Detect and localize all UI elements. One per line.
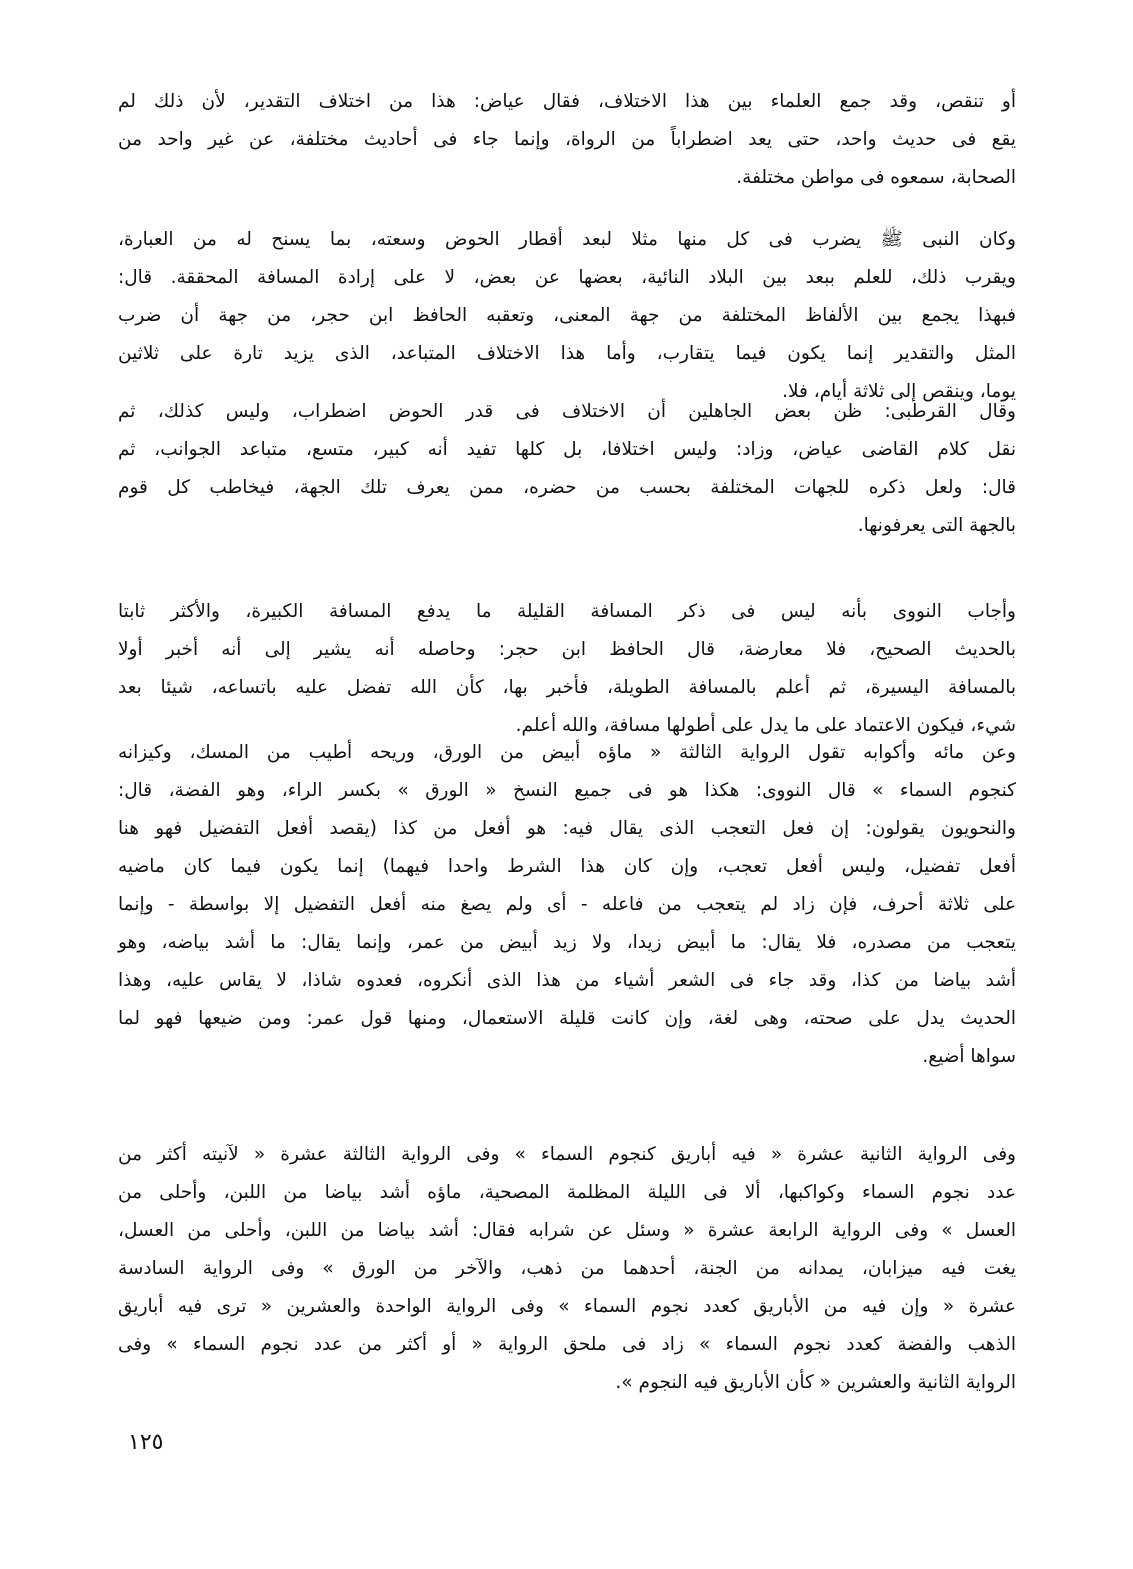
text-line: والنحويون يقولون: إن فعل التعجب الذى يقال فيه: هو أفعل من كذا (يقصد أفعل التفضيل فهو هنا: [118, 818, 1016, 839]
text-line: على ثلاثة أحرف، فإن زاد لم يتعجب من فاعله - أى ولم يصغ منه أفعل التفضيل إلا بواسطة - وإنما: [118, 894, 1016, 915]
text-line: شيء، فيكون الاعتماد على ما يدل على أطولها مسافة، والله أعلم.: [515, 715, 1016, 736]
paragraph: [118, 1136, 1016, 1402]
text-line: الصحابة، سمعوه فى مواطن مختلفة.: [736, 167, 1016, 188]
text-line: ويقرب ذلك، للعلم ببعد بين البلاد النائية، بعضها عن بعض، لا على إرادة المسافة المحققة. قال:: [118, 267, 1016, 288]
text-line: وأجاب النووى بأنه ليس فى ذكر المسافة القليلة ما يدفع المسافة الكبيرة، والأكثر ثابتا: [118, 601, 1016, 622]
paragraph: [118, 221, 1016, 411]
text-line: أفعل تفضيل، وليس أفعل تعجب، وإن كان هذا الشرط واحدا فيهما) إنما يكون فيما كان ماضيه: [118, 856, 1016, 877]
text-line: فبهذا يجمع بين الألفاظ المختلفة من جهة المعنى، وتعقبه الحافظ ابن حجر، من جهة أن ضرب: [118, 305, 1016, 326]
text-line: سواها أضيع.: [922, 1046, 1016, 1067]
page-number: ١٢٥: [128, 1430, 164, 1455]
text-line: أو تنقص، وقد جمع العلماء بين هذا الاختلاف، فقال عياض: هذا من اختلاف التقدير، لأن ذلك لم: [118, 91, 1016, 112]
text-line: العسل » وفى الرواية الرابعة عشرة « وسئل عن شرابه فقال: أشد بياضا من اللبن، وأحلى من العسل،: [118, 1220, 1016, 1241]
text-line: نقل كلام القاضى عياض، وزاد: وليس اختلافا، بل كلها تفيد أنه كبير، متسع، متباعد الجوانب، ثم: [118, 439, 1016, 460]
text-line: كنجوم السماء » قال النووى: هكذا هو فى جميع النسخ « الورق » بكسر الراء، وهو الفضة، قال:: [118, 780, 1016, 801]
paragraph: [118, 83, 1016, 197]
text-line: وقال القرطبى: ظن بعض الجاهلين أن الاختلاف فى قدر الحوض اضطراب، وليس كذلك، ثم: [118, 401, 1016, 422]
text-line: قال: ولعل ذكره للجهات المختلفة بحسب من حضره، ممن يعرف تلك الجهة، فيخاطب كل قوم: [118, 477, 1016, 498]
text-line: بالجهة التى يعرفونها.: [857, 515, 1016, 536]
text-line: يقع فى حديث واحد، حتى يعد اضطراباً من الرواة، وإنما جاء فى أحاديث مختلفة، عن غير واحد من: [118, 129, 1016, 150]
text-line: يغت فيه ميزابان، يمدانه من الجنة، أحدهما من ذهب، والآخر من الورق » وفى الرواية السادسة: [118, 1258, 1016, 1279]
paragraph: [118, 593, 1016, 745]
paragraph: [118, 393, 1016, 545]
text-line: الذهب والفضة كعدد نجوم السماء » زاد فى ملحق الرواية « أو أكثر من عدد نجوم السماء » وفى: [118, 1334, 1016, 1355]
text-line: وفى الرواية الثانية عشرة « فيه أباريق كنجوم السماء » وفى الرواية الثالثة عشرة « لآنيته أكثر من: [118, 1144, 1016, 1165]
text-line: عدد نجوم السماء وكواكبها، ألا فى الليلة المظلمة المصحية، ماؤه أشد بياضا من اللبن، وأحلى من: [118, 1182, 1016, 1203]
text-line: عشرة « وإن فيه من الأباريق كعدد نجوم السماء » وفى الرواية الواحدة والعشرين « ترى فيه أباريق: [118, 1296, 1016, 1317]
text-line: وكان النبى ﷺ يضرب فى كل منها مثلا لبعد أقطار الحوض وسعته، بما يسنح له من العبارة،: [118, 229, 1016, 250]
text-line: بالمسافة اليسيرة، ثم أعلم بالمسافة الطويلة، فأخبر بها، كأن الله تفضل عليه باتساعه، شيئا بعد: [118, 677, 1016, 698]
text-line: الحديث يدل على صحته، وهى لغة، وإن كانت قليلة الاستعمال، ومنها قول عمر: ومن ضيعها فهو لما: [118, 1008, 1016, 1029]
text-line: أشد بياضا من كذا، وقد جاء فى الشعر أشياء من هذا الذى أنكروه، فعدوه شاذا، لا يقاس عليه، وهذا: [118, 970, 1016, 991]
paragraph: [118, 734, 1016, 1076]
text-line: وعن مائه وأكوابه تقول الرواية الثالثة « ماؤه أبيض من الورق، وريحه أطيب من المسك، وكيزانه: [118, 742, 1016, 763]
text-line: يوما، وينقص إلى ثلاثة أيام، فلا.: [782, 381, 1016, 402]
text-line: يتعجب من مصدره، فلا يقال: ما أبيض زيدا، ولا زيد أبيض من عمر، وإنما يقال: ما أشد بياضه، وهو: [118, 932, 1016, 953]
text-line: بالحديث الصحيح، فلا معارضة، قال الحافظ ابن حجر: وحاصله أنه يشير إلى أنه أخبر أولا: [118, 639, 1016, 660]
text-line: الرواية الثانية والعشرين « كأن الأباريق فيه النجوم ».: [615, 1372, 1016, 1393]
text-line: المثل والتقدير إنما يكون فيما يتقارب، وأما هذا الاختلاف المتباعد، الذى يزيد تارة على ثلاثين: [118, 343, 1016, 364]
